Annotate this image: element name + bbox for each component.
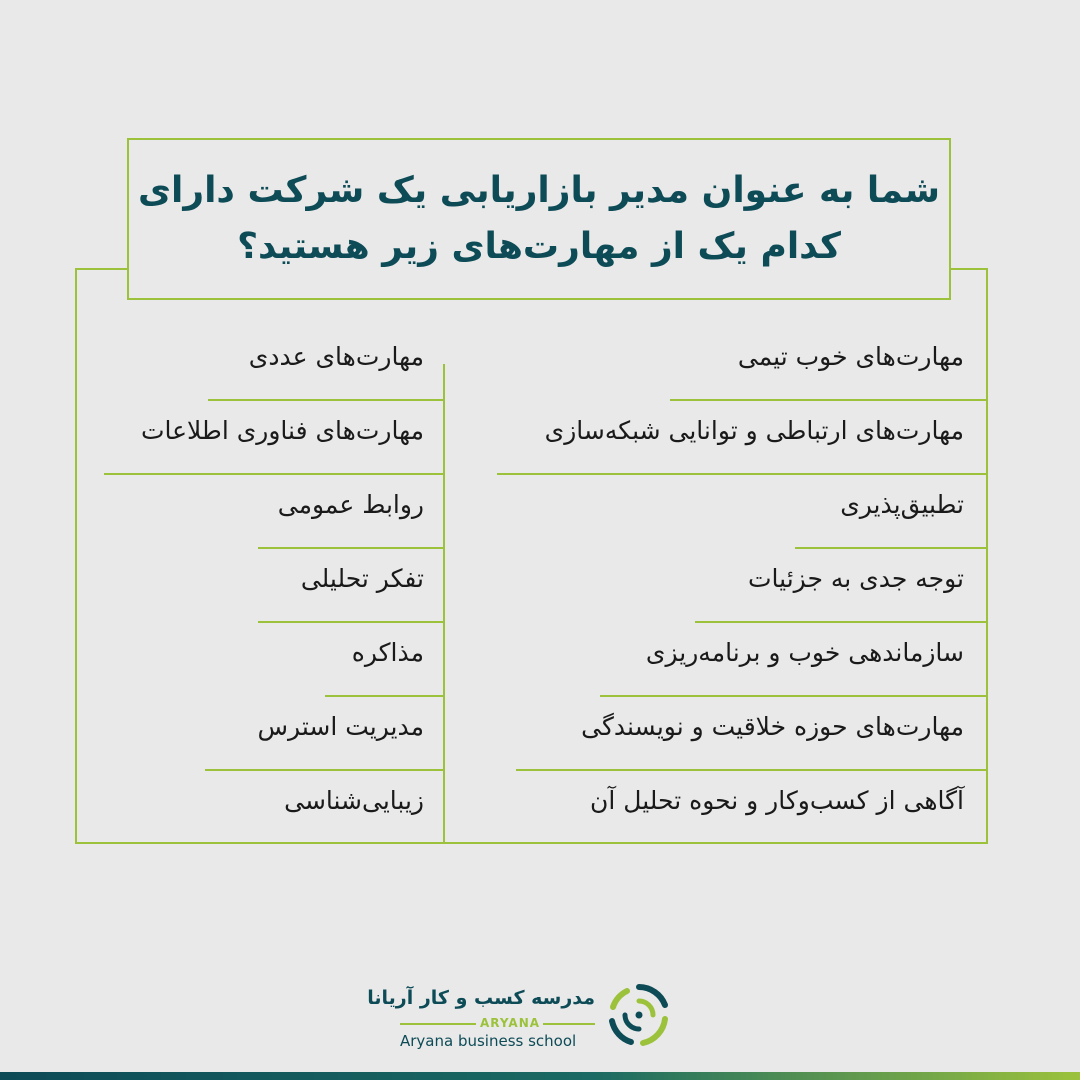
skill-item: مذاکره: [351, 638, 424, 667]
title-box: [127, 138, 951, 300]
logo-rule: [400, 1023, 476, 1025]
skill-divider: [497, 473, 988, 475]
title-line-1: شما به عنوان مدیر بازاریابی یک شرکت دارای: [138, 170, 940, 211]
skill-item: زیبایی‌شناسی: [284, 786, 424, 815]
skill-item: تطبیق‌پذیری: [840, 490, 964, 519]
skill-divider: [258, 547, 443, 549]
skill-item: مهارت‌های ارتباطی و توانایی شبکه‌سازی: [544, 416, 964, 445]
brand-logo: [367, 975, 685, 1065]
skill-item: سازماندهی خوب و برنامه‌ریزی: [645, 638, 964, 667]
skill-divider: [795, 547, 988, 549]
bottom-accent-bar: [0, 1072, 1080, 1080]
skill-item: توجه جدی به جزئیات: [748, 564, 964, 593]
logo-brand-en: ARYANA: [480, 1016, 541, 1030]
skill-divider: [258, 621, 443, 623]
skill-divider: [325, 695, 443, 697]
aryana-logo-icon: [607, 983, 671, 1047]
skill-divider: [600, 695, 988, 697]
skill-item: روابط عمومی: [277, 490, 424, 519]
skill-item: مهارت‌های فناوری اطلاعات: [140, 416, 424, 445]
logo-tagline-en: Aryana business school: [400, 1032, 577, 1050]
skill-divider: [104, 473, 443, 475]
skill-divider: [208, 399, 443, 401]
skill-item: آگاهی از کسب‌وکار و نحوه تحلیل آن: [590, 786, 964, 815]
skill-item: مهارت‌های خوب تیمی: [737, 342, 964, 371]
title-line-2: کدام یک از مهارت‌های زیر هستید؟: [237, 226, 841, 267]
logo-name-fa: مدرسه کسب و کار آریانا: [367, 987, 595, 1009]
skill-divider: [695, 621, 988, 623]
skill-divider: [670, 399, 988, 401]
logo-rule: [543, 1023, 595, 1025]
skill-divider: [205, 769, 443, 771]
skill-item: مهارت‌های عددی: [248, 342, 424, 371]
skill-divider: [516, 769, 988, 771]
skill-item: مدیریت استرس: [257, 712, 424, 741]
skill-item: تفکر تحلیلی: [300, 564, 424, 593]
skill-item: مهارت‌های حوزه خلاقیت و نویسندگی: [581, 712, 964, 741]
column-divider: [443, 364, 445, 844]
